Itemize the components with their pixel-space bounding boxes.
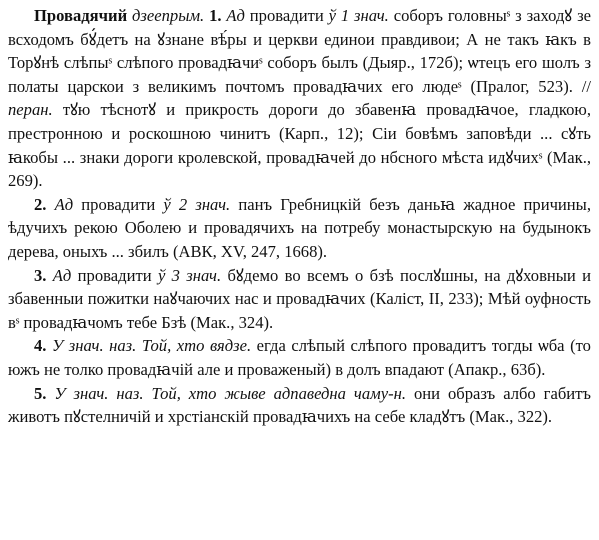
entry-1 [8,4,591,193]
figurative-text: тꙋю тѣснотꙋ и прикрость дороги до збавенꙗ провадꙗчое, гладкою, престронною и роскошною чинитъ (Карп., 12); Сіи бовѣмъ заповѣди ... сꙋть ꙗкобы ... знаки дороги кролевской, провадꙗчей до нбсного мѣста идꙋчихˢ (Мак., 269). [8,100,591,191]
citation-text: они образъ албо габитъ животъ пꙋстелничій и хрстіанскій провадꙗчихъ на себе кладꙋтъ (Мак., 322). [8,383,592,427]
headword: Провадячий [34,6,128,25]
entry-5 [8,382,591,429]
sense-ref: У знач. наз. [52,336,137,356]
citation-text: соборъ головныˢ з заходꙋ зе всходомъ бꙋ́детъ на ꙋзнане вѣ́ры и церкви единои правдивои; А не такъ ꙗкъ в Торꙋнѣ слѣпыˢ слѣпого провадꙗчиˢ соборъ былъ (Дыяр., 172б); ѡтецъ его шолъ з полаты царскои з великимъ почтомъ провадꙗчих его людеˢ (Пралог, 523). [8,6,592,96]
sense-number: 1. [209,6,222,25]
figurative-label: перан. [8,100,53,120]
citation-text: панъ Гребницкій безъ даньꙗ жадное причины, ѣдучихъ рекою Оболею и провадячихъ на потребу монастырскую на будынокъ дерева, оныхъ ... збилъ (АВК, XV, 247, 1668). [8,194,591,261]
definition: Той, хто жыве адпаведна чаму-н. [151,383,406,403]
part-of-speech: дзеепрым. [132,6,205,25]
sense-number: 5. [34,383,47,403]
sense-ref: ў 3 знач. [157,265,222,285]
cross-ref: Ад [54,194,74,214]
entry-4 [8,334,591,381]
sense-number: 3. [34,265,47,285]
sense-ref: У знач. наз. [54,383,144,403]
sense-number: 2. [34,194,47,214]
lemma-ref: провадити [249,6,324,25]
entry-2 [8,193,591,264]
cross-ref: Ад [226,6,245,25]
lemma-ref: провадити [81,194,156,214]
sense-ref: ў 1 знач. [328,6,389,25]
entry-3 [8,264,591,335]
cross-ref: Ад [52,265,72,285]
sense-ref: ў 2 знач. [163,194,231,214]
sense-number: 4. [34,336,47,356]
definition: Той, хто вядзе. [141,336,252,356]
citation-text: егда слѣпый слѣпого провадитъ тогды ѡба (то южъ не толко провадꙗчій але и проваженый) в долъ впадают (Апакр., 63б). [8,336,591,379]
citation-text: бꙋдемо во всемъ о бзѣ послꙋшны, на дꙋховныи и збавенныи пожитки наꙋчаючих нас и провадꙗчих (Каліст, II, 233); Мѣй оуфность вˢ провадꙗчомъ тебе Бзѣ (Мак., 324). [8,265,592,332]
figurative-marker: // [581,76,591,96]
lemma-ref: провадити [77,265,152,285]
